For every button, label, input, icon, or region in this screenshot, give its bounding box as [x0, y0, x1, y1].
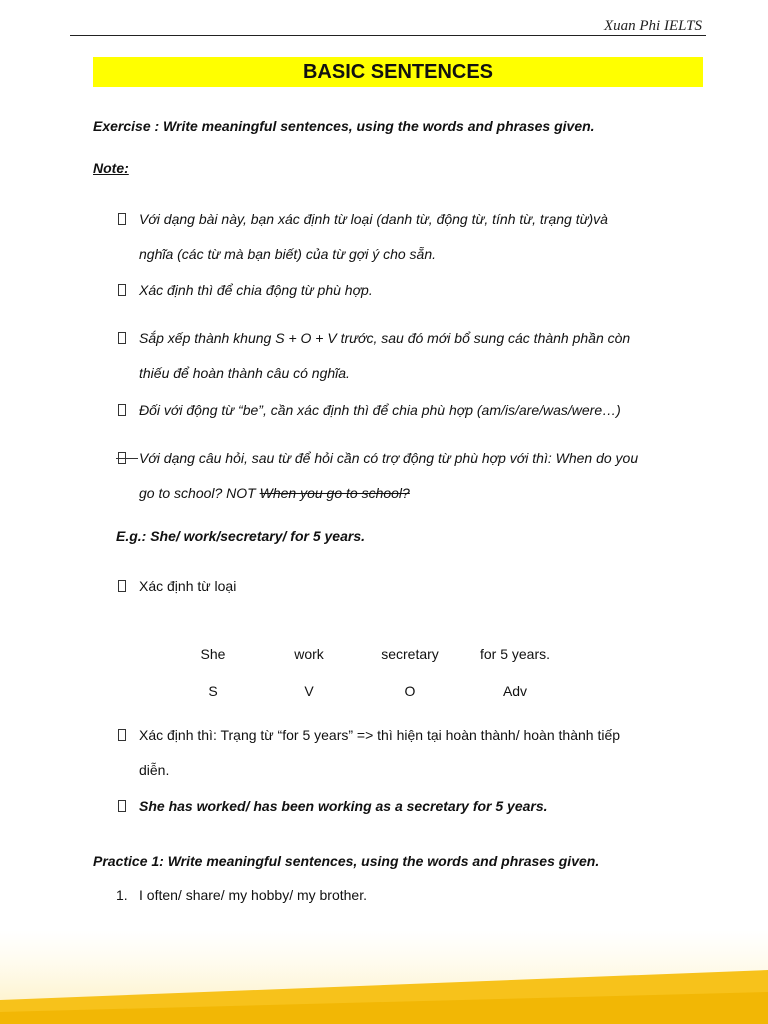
note-5-line-2: [139, 484, 410, 502]
bullet-glyph-icon: [118, 213, 126, 225]
note-label: Note:: [93, 160, 129, 176]
example-prompt: E.g.: She/ work/secretary/ for 5 years.: [116, 528, 366, 544]
note-4-line-1: Đối với động từ “be”, cần xác định thì để chia phù hợp (am/is/are/was/were…): [139, 402, 621, 418]
role-adv: Adv: [502, 683, 528, 699]
word-adverbial: for 5 years.: [479, 646, 551, 662]
note-5-line-2-prefix: go to school? NOT: [139, 485, 260, 501]
note-5-struck-example: When you go to school?: [259, 485, 410, 501]
word-she: She: [200, 646, 226, 662]
example-step-2-line-1: Xác định thì: Trạng từ “for 5 years” => thì hiện tại hoàn thành/ hoàn thành tiếp: [139, 727, 621, 743]
bullet-glyph-icon: [118, 284, 126, 296]
example-step-1: Xác định từ loại: [139, 578, 237, 594]
role-o: O: [404, 683, 416, 699]
practice-item-number: 1.: [116, 887, 128, 903]
footer-decoration: [0, 930, 768, 1024]
word-secretary: secretary: [381, 646, 439, 662]
example-step-2-line-2: diễn.: [139, 762, 170, 778]
note-3-line-2: thiếu để hoàn thành câu có nghĩa.: [139, 365, 350, 381]
role-s: S: [208, 683, 218, 699]
note-2-line-1: Xác định thì để chia động từ phù hợp.: [139, 282, 373, 298]
note-1-line-1: Với dạng bài này, bạn xác định từ loại (danh từ, động từ, tính từ, trạng từ)và: [139, 211, 608, 227]
example-answer: She has worked/ has been working as a secretary for 5 years.: [139, 798, 548, 814]
role-v: V: [304, 683, 314, 699]
exercise-instruction: Exercise : Write meaningful sentences, using the words and phrases given.: [93, 118, 595, 134]
header-author: Xuan Phi IELTS: [603, 18, 702, 34]
page-title: BASIC SENTENCES: [93, 57, 703, 87]
bullet-glyph-icon: [118, 580, 126, 592]
bullet-glyph-icon: [118, 800, 126, 812]
bullet-glyph-icon: [118, 404, 126, 416]
note-3-line-1: Sắp xếp thành khung S + O + V trước, sau đó mới bổ sung các thành phần còn: [139, 330, 631, 346]
practice-item-text: I often/ share/ my hobby/ my brother.: [139, 887, 367, 903]
bullet-glyph-icon: [118, 729, 126, 741]
header-rule: [70, 35, 706, 36]
note-5-line-1: Với dạng câu hỏi, sau từ để hỏi cần có trợ động từ phù hợp với thì: When do you: [139, 450, 639, 466]
practice-heading: Practice 1: Write meaningful sentences, using the words and phrases given.: [93, 853, 600, 869]
word-work: work: [294, 646, 324, 662]
bullet-glyph-icon: [118, 452, 126, 464]
bullet-glyph-icon: [118, 332, 126, 344]
note-1-line-2: nghĩa (các từ mà bạn biết) của từ gợi ý cho sẵn.: [139, 246, 437, 262]
